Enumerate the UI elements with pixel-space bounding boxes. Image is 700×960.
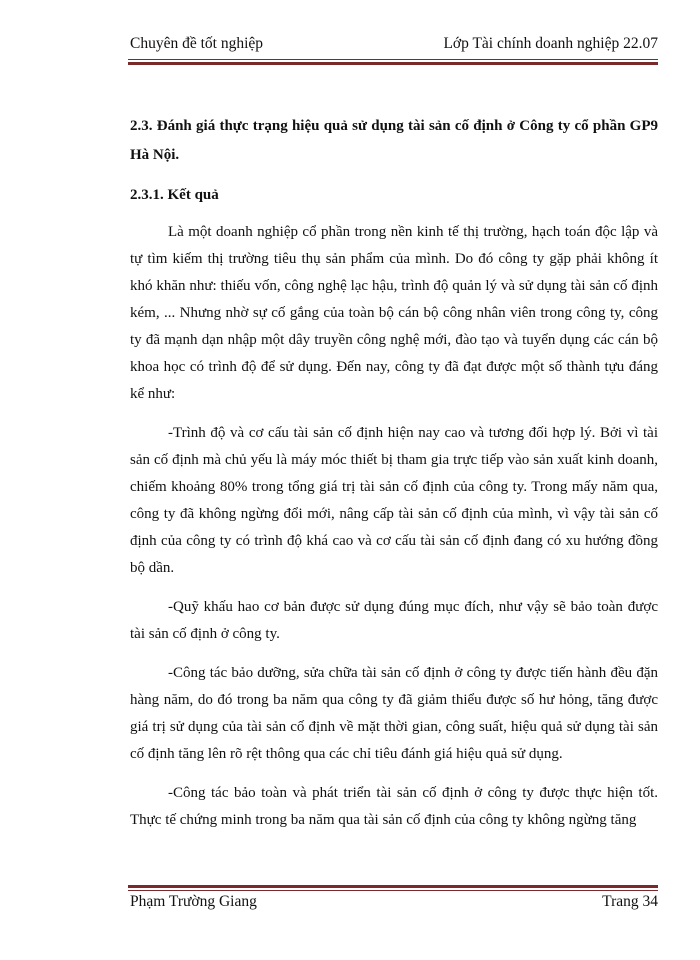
header-divider-thick: [128, 62, 658, 65]
page-number: Trang 34: [602, 893, 658, 910]
paragraph-intro: Là một doanh nghiệp cổ phần trong nền kinh tế thị trường, hạch toán độc lập và tự tìm kiếm thị trường tiêu thụ sản phẩm của mình. Do đó công ty gặp phải không ít khó khăn như: thiếu vốn, công nghệ lạc hậu, trình độ quản lý và sử dụng tài sản cố định kém, ... Nhưng nhờ sự cố gắng của toàn bộ cán bộ công nhân viên trong công ty, công ty đã mạnh dạn nhập một dây truyền công nghệ mới, đào tạo và tuyển dụng các cán bộ khoa học có trình độ để sử dụng. Đến nay, công ty đã đạt được một số thành tựu đáng kể như:: [130, 224, 658, 402]
header-document-type: Chuyên đề tốt nghiệp: [130, 35, 264, 52]
paragraph-preservation: -Công tác bảo toàn và phát triển tài sản cố định ở công ty được thực hiện tốt. Thực tế chứng minh trong ba năm qua tài sản cố định của công ty không ngừng tăng: [130, 785, 658, 828]
paragraph-maintenance: -Công tác bảo dưỡng, sửa chữa tài sản cố định ở công ty được tiến hành đều đặn hàng năm, do đó trong ba năm qua công ty đã giảm thiểu được số hư hỏng, tăng được giá trị sử dụng của tài sản cố định về mặt thời gian, công suất, hiệu quả sử dụng tài sản cố định tăng lên rõ rệt thông qua các chỉ tiêu đánh giá hiệu quả sử dụng.: [130, 665, 658, 762]
page-header: [130, 33, 658, 55]
footer-divider-thin: [128, 890, 658, 891]
footer-divider-thick: [128, 885, 658, 888]
section-title: 2.3. Đánh giá thực trạng hiệu quả sử dụng tài sản cố định ở Công ty cổ phần GP9 Hà Nội.: [130, 118, 658, 163]
paragraph-depreciation-fund: -Quỹ khấu hao cơ bản được sử dụng đúng mục đích, như vậy sẽ bảo toàn được tài sản cố định ở công ty.: [130, 599, 658, 642]
page-body: [130, 112, 658, 834]
subsection-title: 2.3.1. Kết quả: [130, 187, 219, 203]
footer-author: Phạm Trường Giang: [130, 893, 257, 910]
header-divider-thin: [128, 59, 658, 60]
header-class-name: Lớp Tài chính doanh nghiệp 22.07: [443, 35, 658, 52]
paragraph-fixed-asset-structure: -Trình độ và cơ cấu tài sản cố định hiện nay cao và tương đối hợp lý. Bởi vì tài sản cố định mà chủ yếu là máy móc thiết bị tham gia trực tiếp vào sản xuất kinh doanh, chiếm khoảng 80% trong tổng giá trị tài sản cố định của công ty. Trong mấy năm qua, công ty đã không ngừng đổi mới, nâng cấp tài sản cố định của mình, vì vậy tài sản cố định của công ty có trình độ khá cao và cơ cấu tài sản cố định đang có xu hướng đồng bộ dần.: [130, 425, 658, 576]
page-footer: [130, 893, 658, 915]
